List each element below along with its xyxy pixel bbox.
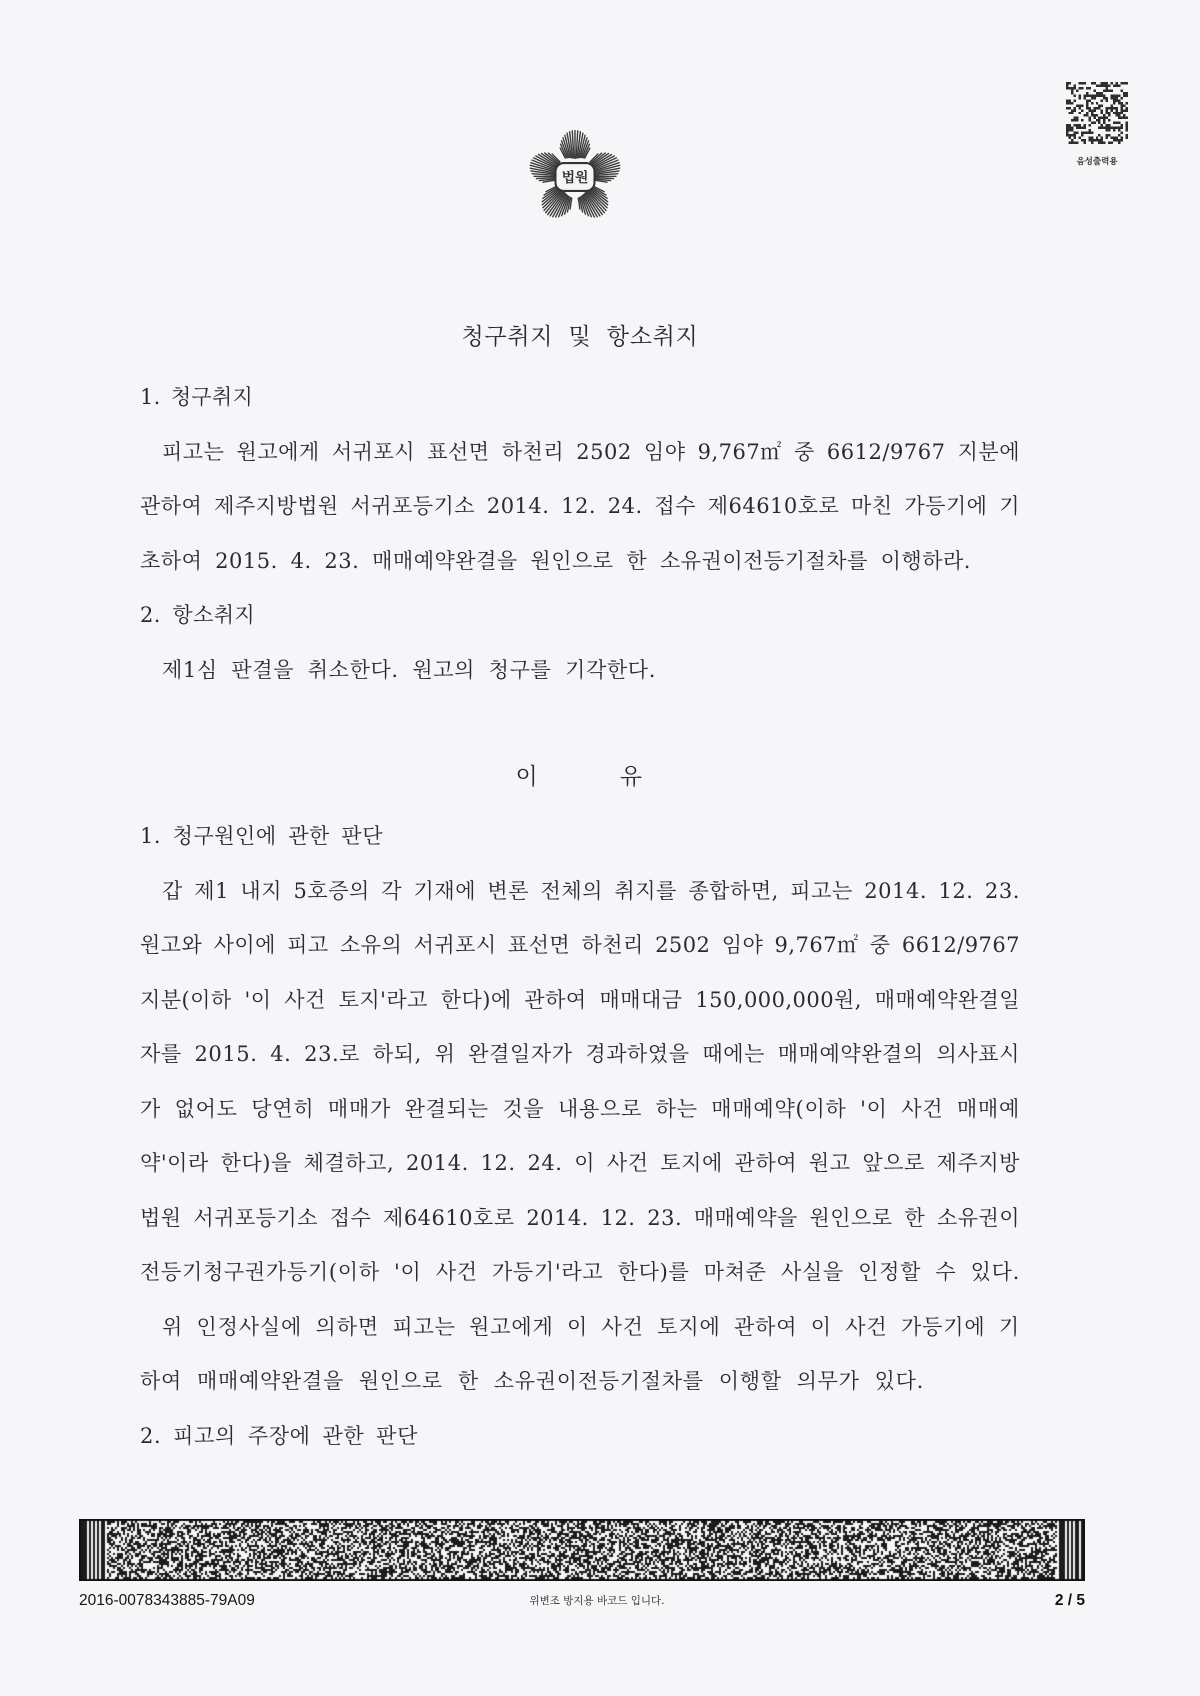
reasons-title: 이 유: [515, 764, 645, 790]
cause-text-line: 원고와 사이에 피고 소유의 서귀포시 표선면 하천리 2502 임야 9,767㎡ 중 6612/9767: [140, 933, 1020, 957]
cause-text-line: 약'이라 한다)을 체결하고, 2014. 12. 24. 이 사건 토지에 관하여 원고 앞으로 제주지방: [140, 1151, 1020, 1175]
cause-heading: 1. 청구원인에 관한 판단: [140, 824, 383, 848]
claim-text-line: 초하여 2015. 4. 23. 매매예약완결을 원인으로 한 소유권이전등기절차를 이행하라.: [140, 548, 971, 573]
qr-label: 음성출력용: [1076, 157, 1118, 167]
conclusion-text-line: 위 인정사실에 의하면 피고는 원고에게 이 사건 토지에 관하여 이 사건 가등기에 기: [162, 1314, 1020, 1339]
cause-text-line: 법원 서귀포등기소 접수 제64610호로 2014. 12. 23. 매매예약을 원인으로 한 소유권이: [140, 1205, 1021, 1230]
page-number: 2 / 5: [1054, 1592, 1085, 1609]
claim-text-line: 관하여 제주지방법원 서귀포등기소 2014. 12. 24. 접수 제64610호로 마친 가등기에 기: [140, 494, 1021, 518]
cause-text-line: 자를 2015. 4. 23.로 하되, 위 완결일자가 경과하였을 때에는 매매예약완결의 의사표시: [140, 1042, 1020, 1066]
appeal-text-line: 제1심 판결을 취소한다. 원고의 청구를 기각한다.: [162, 657, 656, 682]
conclusion-text-line: 하여 매매예약완결을 원인으로 한 소유권이전등기절차를 이행할 의무가 있다.: [140, 1369, 924, 1393]
claim-text-line: 피고는 원고에게 서귀포시 표선면 하천리 2502 임야 9,767㎡ 중 6612/9767 지분에: [162, 439, 1020, 464]
cause-text-line: 전등기청구권가등기(이하 '이 사건 가등기'라고 한다)를 마쳐준 사실을 인정할 수 있다.: [140, 1260, 1020, 1284]
cause-text-line: 지분(이하 '이 사건 토지'라고 한다)에 관하여 매매대금 150,000,000원, 매매예약완결일: [140, 987, 1020, 1012]
document-id: 2016-0078343885-79A09: [79, 1592, 255, 1609]
barcode-notice: 위변조 방지용 바코드 입니다.: [529, 1595, 665, 1607]
appeal-heading: 2. 항소취지: [140, 603, 255, 627]
emblem-text: 법원: [561, 170, 589, 187]
page-title: 청구취지 및 항소취지: [461, 324, 699, 350]
defense-heading: 2. 피고의 주장에 관한 판단: [140, 1423, 418, 1448]
court-emblem: [523, 125, 627, 229]
qr-code: [1066, 82, 1128, 144]
emblem-ray: [596, 178, 614, 179]
claim-heading: 1. 청구취지: [140, 385, 253, 409]
emblem-ray: [536, 178, 554, 179]
cause-text-line: 갑 제1 내지 5호증의 각 기재에 변론 전체의 취지를 종합하면, 피고는 2014. 12. 23.: [162, 878, 1020, 903]
qr-modules: [1066, 82, 1128, 144]
claims-section: [140, 370, 1020, 697]
reasons-section: [140, 809, 1020, 1463]
cause-text-line: 가 없어도 당연히 매매가 완결되는 것을 내용으로 하는 매매예약(이하 '이 사건 매매예: [140, 1096, 1020, 1121]
anti-forgery-barcode: [79, 1519, 1085, 1581]
